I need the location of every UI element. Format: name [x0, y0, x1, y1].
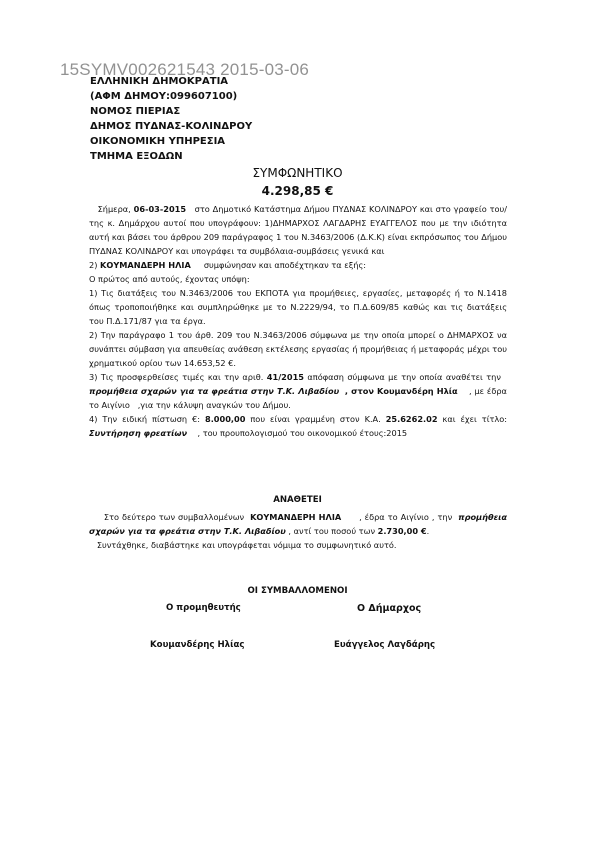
clause-text: , του προυπολογισμού του οικονομικού έτους:2015: [197, 428, 408, 438]
clause-text: που είναι γραμμένη στον Κ.Α.: [250, 414, 381, 424]
header-line-municipality: ΔΗΜΟΣ ΠΥΔΝΑΣ-ΚΟΛΙΝΔΡΟΥ: [90, 121, 253, 132]
clause-text: και έχει τίτλο:: [442, 414, 508, 424]
contract-date: 06-03-2015: [133, 204, 187, 214]
credit-amount: 8.000,00: [205, 414, 246, 424]
award-subject: προμήθεια σχαρών για τα φρεάτια στην Τ.Κ. Λιβαδίου: [89, 512, 507, 536]
intro-text: στο Δημοτικό Κατάστημα Δήμου ΠΥΔΝΑΣ ΚΟΛΙΝΔΡΟΥ και στο γραφείο του/της κ. Δημάρχου αυτοί που υπογράφουν: 1)ΔΗΜΑΡΧΟΣ ΛΑΓΔΑΡΗΣ ΕΥΑΓΓΕΛΟΣ που με την ιδιότητα αυτή και βάσει του άρθρου 209 παράγραφος 1 του Ν.3463/2006 (Δ.Κ.Κ) είναι εκπρόσωπος του Δήμου ΠΥΔΝΑΣ ΚΟΛΙΝΔΡΟΥ και υπογράφει τα συμβόλαια-συμβάσεις γενικά και: [89, 204, 508, 256]
clause-3: [89, 370, 507, 412]
procurement-subject: προμήθεια σχαρών για τα φρεάτια στην Τ.Κ. Λιβαδίου: [89, 386, 340, 396]
clause-text: , με έδρα το Αιγίνιο: [89, 386, 507, 410]
clause-text: 4) Την ειδική πίστωση €:: [89, 414, 201, 424]
contractor-paragraph: [89, 258, 507, 272]
decision-number: 41/2015: [266, 372, 304, 382]
award-text: , έδρα το Αιγίνιο: [359, 512, 429, 522]
intro-text: 2): [89, 260, 98, 270]
consideration-paragraph: Ο πρώτος από αυτούς, έχοντας υπόψη:: [89, 274, 250, 284]
intro-section: [89, 202, 507, 440]
closing-text: Συντάχθηκε, διαβάστηκε και υπογράφεται νόμιμα το συμφωνητικό αυτό.: [96, 540, 397, 550]
contractor-name: ΚΟΥΜΑΝΔΕΡΗ ΗΛΙΑ: [100, 260, 191, 270]
award-text: Στο δεύτερο των συμβαλλομένων: [103, 512, 245, 522]
issuer-header: [90, 74, 252, 164]
header-line-afm: (ΑΦΜ ΔΗΜΟΥ:099607100): [90, 91, 238, 102]
awards-heading: ΑΝΑΘΕΤΕΙ: [273, 495, 322, 505]
award-section: [89, 510, 507, 552]
header-line-republic: ΕΛΛΗΝΙΚΗ ΔΗΜΟΚΡΑΤΙΑ: [90, 76, 229, 87]
contract-amount: 4.298,85 €: [261, 184, 334, 198]
award-text: , την: [431, 512, 453, 522]
budget-code-title: Συντήρηση φρεατίων: [89, 428, 188, 438]
intro-text: συμφώνησαν και αποδέχτηκαν τα εξής:: [203, 260, 367, 270]
clause-4: [89, 412, 507, 440]
clause-2: 2) Την παράγραφο 1 του άρθ. 209 του Ν.3463/2006 σύμφωνα με την οποία μπορεί ο ΔΗΜΑΡΧΟΣ να συνάπτει σύμβαση για απευθείας ανάθεση εκτέλεσης εργασίας ή προμήθειας ή μεταφοράς μέχρι του χρηματικού ορίου των 14.653,52 €.: [89, 330, 507, 368]
award-paragraph: [89, 510, 507, 538]
mayor-name: Ευάγγελος Λαγδάρης: [334, 640, 436, 650]
header-line-service: ΟΙΚΟΝΟΜΙΚΗ ΥΠΗΡΕΣΙΑ: [90, 136, 226, 147]
closing-sentence: [89, 538, 507, 552]
document-id-stamp: 15SYMV002621543 2015-03-06: [60, 60, 310, 79]
clause-text: ,για την κάλυψη αναγκών του Δήμου.: [137, 400, 291, 410]
signatories-heading: ΟΙ ΣΥΜΒΑΛΛΟΜΕΝΟΙ: [247, 586, 348, 596]
clause-text: 3) Τις προσφερθείσες τιμές και την αριθ.: [89, 372, 264, 382]
intro-text: Σήμερα,: [97, 204, 131, 214]
supplier-role: Ο προμηθευτής: [166, 603, 241, 613]
intro-paragraph: [89, 202, 507, 258]
budget-code: 25.6262.02: [385, 414, 438, 424]
supplier-name: Κουμανδέρης Ηλίας: [150, 640, 245, 650]
clause-text: απόφαση σύμφωνα με την οποία αναθέτει την: [307, 372, 501, 382]
header-line-prefecture: ΝΟΜΟΣ ΠΙΕΡΙΑΣ: [90, 106, 181, 117]
mayor-role: Ο Δήμαρχος: [357, 603, 422, 614]
award-text: , αντί του ποσού των: [288, 526, 376, 536]
award-text: .: [426, 526, 430, 536]
clause-1: 1) Τις διατάξεις του Ν.3463/2006 του ΕΚΠΟΤΑ για προμήθειες, εργασίες, μεταφορές ή το Ν.1418 όπως τροποποιήθηκε και συμπληρώθηκε με το Ν.2229/94, το Π.Δ.609/85 καθώς και τις διατάξεις του Π.Δ.171/87 για τα έργα.: [89, 288, 507, 326]
award-contractor-name: ΚΟΥΜΑΝΔΕΡΗ ΗΛΙΑ: [250, 512, 342, 522]
award-amount: 2.730,00 €: [377, 526, 427, 536]
header-line-department: ΤΜΗΜΑ ΕΞΟΔΩΝ: [90, 151, 183, 162]
document-title: ΣΥΜΦΩΝΗΤΙΚΟ: [252, 166, 343, 180]
clause-text: , στον Κουμανδέρη Ηλία: [344, 386, 458, 396]
